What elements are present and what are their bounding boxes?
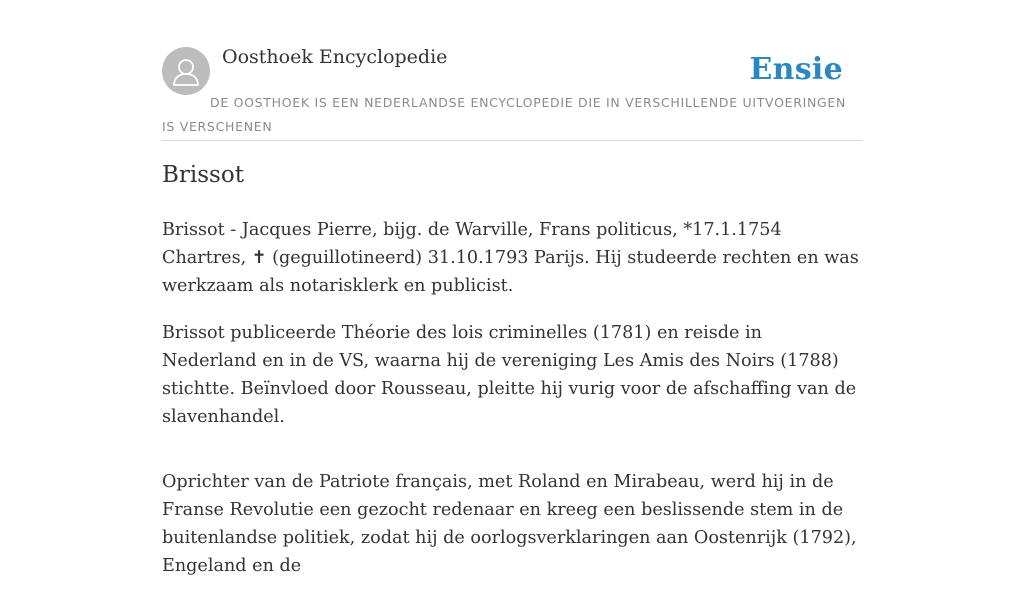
article-paragraph: Brissot publiceerde Théorie des lois criminelles (1781) en reisde in Nederland en in de VS, waarna hij de vereniging Les Amis des Noirs (1788) stichtte. Beïnvloed door Rousseau, pleitte hij vurig voor de afschaffing van de slavenhandel. [162,323,857,427]
article-body [162,216,862,599]
user-silhouette-icon [162,47,210,95]
source-tagline: DE OOSTHOEK IS EEN NEDERLANDSE ENCYCLOPEDIE DIE IN VERSCHILLENDE UITVOERINGEN IS VERSCHENEN [162,95,847,134]
article-paragraph: Oprichter van de Patriote français, met Roland en Mirabeau, werd hij in de Franse Revolutie een gezocht redenaar en kreeg een beslissende stem in de buitenlandse politiek, zodat hij de oorlogsverklaringen aan Oostenrijk (1792), Engeland en de [162,472,857,576]
article-title: Brissot [162,162,244,188]
article-page [162,0,862,576]
article-paragraph: Brissot - Jacques Pierre, bijg. de Warville, Frans politicus, *17.1.1754 Chartres, ✝ (geguillotineerd) 31.10.1793 Parijs. Hij studeerde rechten en was werkzaam als notarisklerk en publicist. [162,220,859,296]
source-avatar[interactable] [162,47,210,95]
source-header [162,0,862,141]
ensie-logo[interactable]: Ensie [749,52,843,87]
source-name-link[interactable]: Oosthoek Encyclopedie [222,46,448,68]
